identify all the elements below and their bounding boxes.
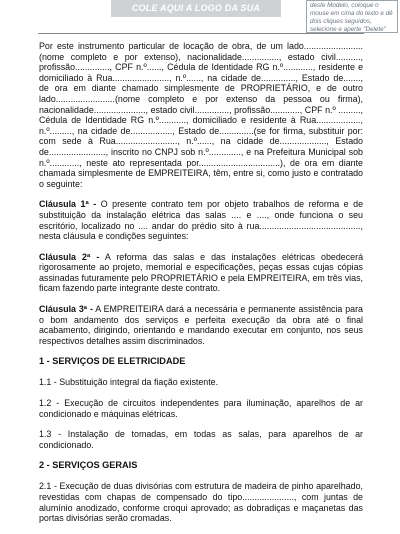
clause-3 bbox=[39, 304, 363, 346]
header-divider bbox=[38, 33, 364, 34]
clause-3-label: Cláusula 3ª - bbox=[39, 304, 93, 315]
section-1-item: 1.1 - Substituição integral da fiação existente. bbox=[39, 377, 219, 388]
intro-paragraph: Por este instrumento particular de locação de obra, de um lado........................ (nome completo e por extenso), nacionalidade..............., estado civil.........., profissão.............., CPF n.º......, Cédula de Identidade RG n.º............, residente e domiciliado à Rua......................., n.º......, na cidade de.............., Estado de......., de ora em diante chamado simplesmente de PROPRIETÁRIO, e de outro lado........................(nome completo e por extenso da pessoa ou firma), nacionalidade....................., estado civil.............., profissão............, CPF n.º ........., Cédula de Identidade RG n.º..........., domiciliado e residente à Rua.................., n.º........., na cidade de................., Estado de..............(se for firma, substituir por: com sede à Rua........................., n.º......, na cidade de..................., Estado de......................., inscrito no CNPJ sob n.º............., e na Prefeitura Municipal sob n.º............, neste ato representada por.................................), de ora em diante chamada simplesmente de EMPREITEIRA, têm, entre si, como justo e contratado o seguinte: bbox=[39, 41, 363, 189]
logo-placeholder[interactable]: COLE AQUI A LOGO DA SUA EMPRESA bbox=[111, 0, 281, 17]
clause-2-text: A reforma das salas e das instalações elétricas obedecerá rigorosamente ao projeto, memorial e especificações, peças essas cujas cópias assinadas futuramente pelo PROPRIETÁRIO e pela EMPREITEIRA, em três vias, ficam fazendo parte integrante deste contrato. bbox=[39, 251, 364, 294]
section-1-title: 1 - SERVIÇOS DE ELETRICIDADE bbox=[39, 356, 186, 367]
section-2-title: 2 - SERVIÇOS GERAIS bbox=[39, 460, 138, 471]
clause-1 bbox=[39, 199, 363, 241]
clause-1-text: O presente contrato tem por objeto trabalhos de reforma e de substituição da instalação elétrica das salas .... e ...., onde funciona o seu escritório, localizado no .... andar do prédio sito à rua........................................., nesta cláusula e condições seguintes: bbox=[39, 199, 364, 242]
section-2-item: 2.1 - Execução de duas divisórias com estrutura de madeira de pinho aparelhado, revestidas com chapas de compensado do tipo....................., com juntas de alumínio anodizado, conforme croqui aprovado; as dobradiças e maçanetas das portas divisórias serão cromadas. bbox=[39, 481, 363, 524]
clause-1-label: Cláusula 1ª - bbox=[39, 199, 97, 210]
instruction-note: deste Modelo, coloque o mouse em cima do texto e dê dois cliques seguidos, selecione e aperte "Delete" bbox=[306, 0, 398, 33]
clause-2 bbox=[39, 252, 363, 294]
section-1-item: 1.2 - Execução de circuitos independentes para iluminação, aparelhos de ar condicionado e máquinas elétricas. bbox=[39, 398, 363, 419]
contract-body bbox=[39, 41, 363, 534]
section-1-item: 1.3 - Instalação de tomadas, em todas as salas, para aparelhos de ar condicionado. bbox=[39, 429, 363, 450]
clause-3-text: A EMPREITEIRA dará a necessária e permanente assistência para o bom andamento dos serviços e perfeita execução da obra até o final acabamento, dirigindo, orientando e mandando executar em conjunto, nos seus respectivos detalhes assim discriminados. bbox=[39, 304, 363, 346]
clause-2-label: Cláusula 2ª - bbox=[39, 251, 100, 262]
